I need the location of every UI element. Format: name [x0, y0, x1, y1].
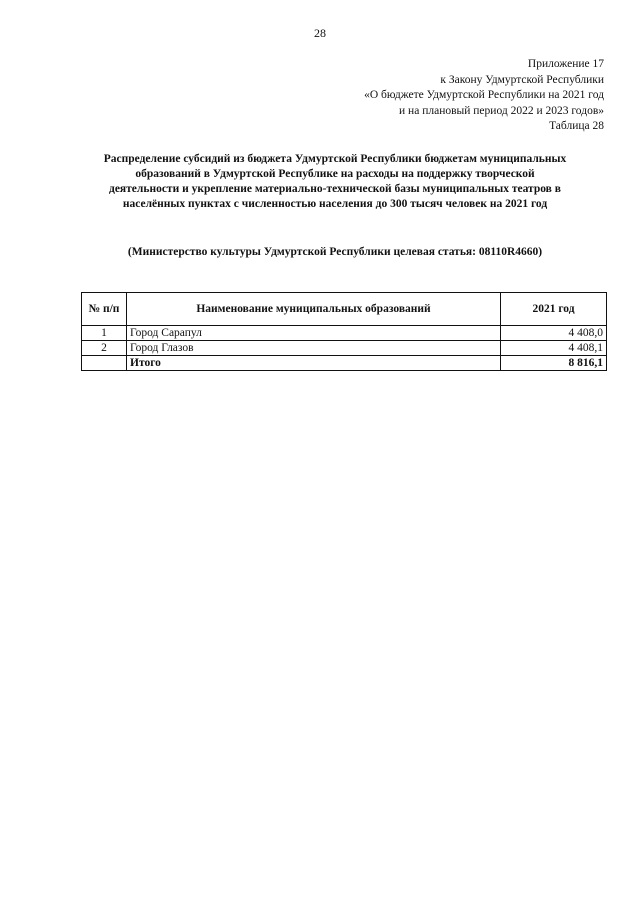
table-total-row [82, 356, 607, 371]
document-title [70, 152, 600, 212]
row-number: 1 [82, 326, 127, 341]
total-label: Итого [127, 356, 501, 371]
page-number: 28 [314, 26, 326, 40]
title-line: образований в Удмуртской Республике на расходы на поддержку творческой [135, 168, 535, 180]
row-value: 4 408,0 [501, 326, 607, 341]
table-row [82, 341, 607, 356]
row-name: Город Глазов [127, 341, 501, 356]
title-line: населённых пунктах с численностью населения до 300 тысяч человек на 2021 год [122, 198, 548, 210]
subsidy-table [81, 292, 607, 371]
appendix-header [364, 57, 604, 135]
header-year: 2021 год [501, 293, 607, 326]
title-line: деятельности и укрепление материально-технической базы муниципальных театров в [109, 183, 561, 195]
document-subtitle: (Министерство культуры Удмуртской Республики целевая статья: 08110R4660) [127, 246, 543, 258]
row-number: 2 [82, 341, 127, 356]
row-value: 4 408,1 [501, 341, 607, 356]
table-header-row [82, 293, 607, 326]
appendix-line: и на плановый период 2022 и 2023 годов» [399, 104, 604, 117]
row-name: Город Сарапул [127, 326, 501, 341]
total-number [82, 356, 127, 371]
title-line: Распределение субсидий из бюджета Удмуртской Республики бюджетам муниципальных [103, 153, 567, 165]
table-reference: Таблица 28 [549, 120, 604, 132]
header-name: Наименование муниципальных образований [127, 293, 501, 326]
total-value: 8 816,1 [501, 356, 607, 371]
header-number: № п/п [82, 293, 127, 326]
table-row [82, 326, 607, 341]
appendix-line: Приложение 17 [527, 58, 604, 70]
appendix-line: «О бюджете Удмуртской Республики на 2021 год [364, 89, 604, 101]
appendix-line: к Закону Удмуртской Республики [440, 73, 604, 86]
